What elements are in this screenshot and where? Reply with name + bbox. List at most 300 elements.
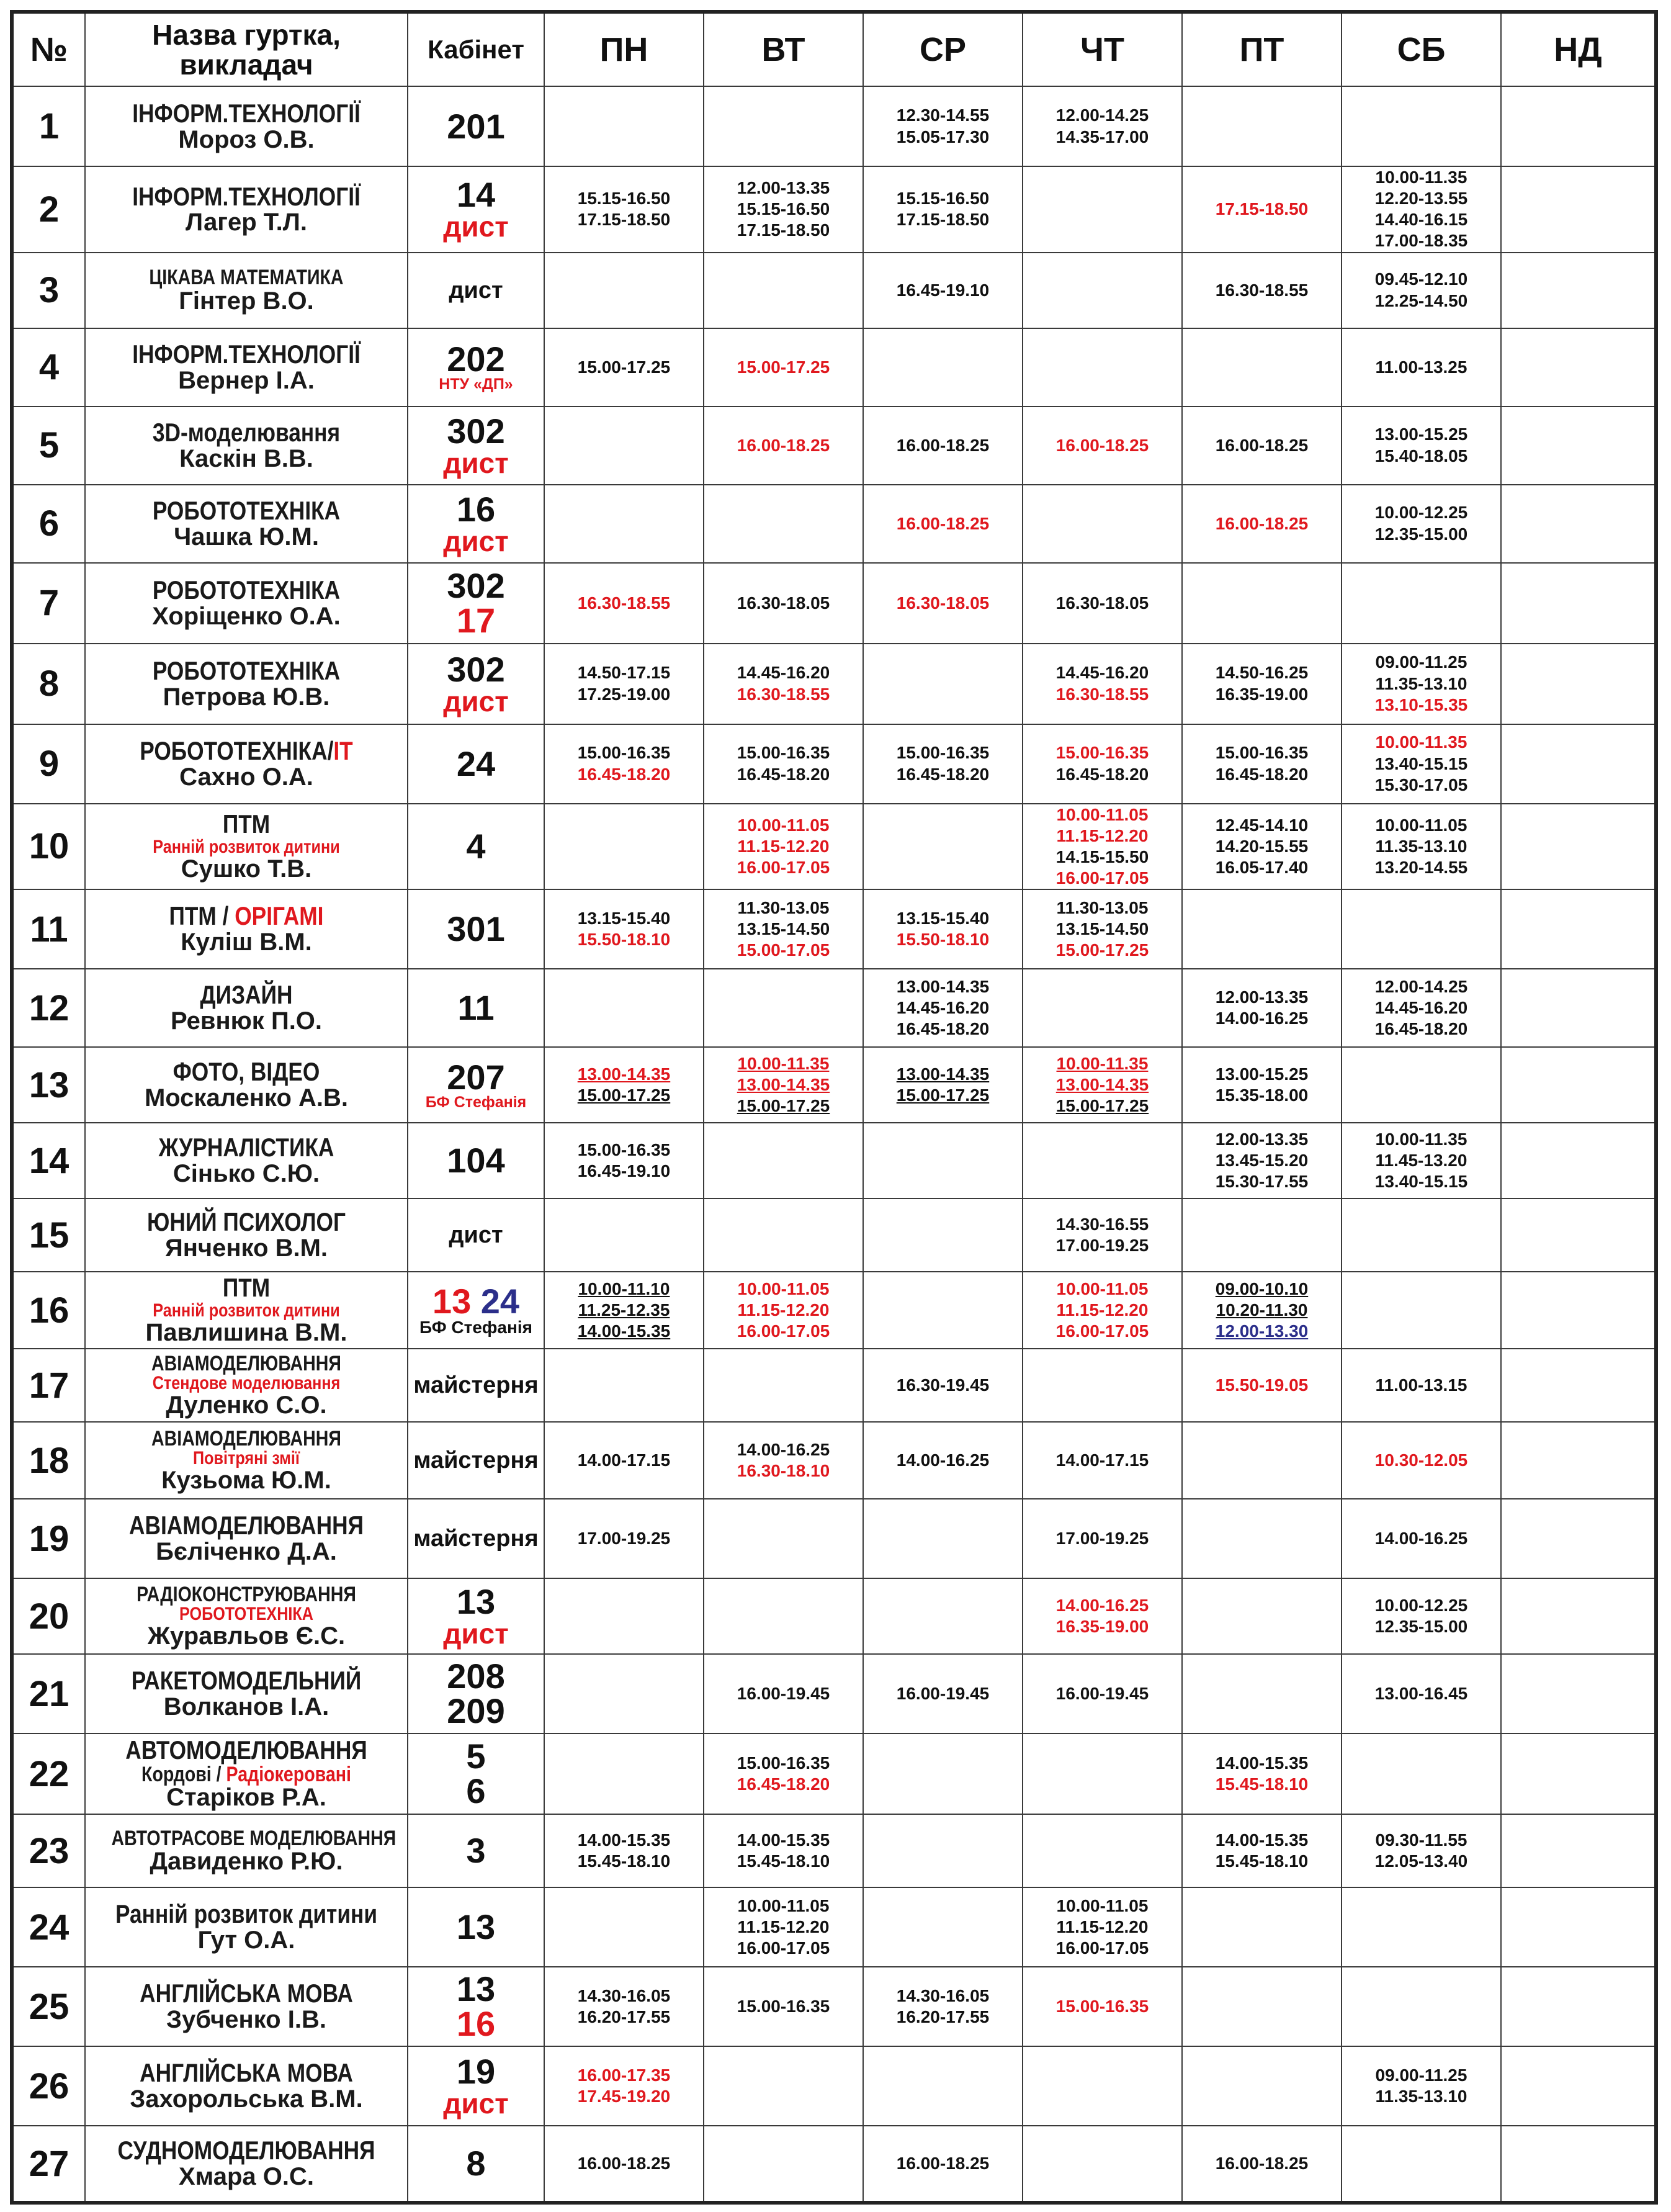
day-cell-wed: [863, 86, 1023, 166]
club-title-part: ПТМ: [222, 1273, 271, 1303]
club-title: [111, 1059, 381, 1086]
club-title-part: АВТОМОДЕЛЮВАННЯ: [125, 1735, 367, 1765]
time-slot: 16.45-18.20: [1374, 1019, 1468, 1039]
time-slot: 17.00-19.25: [1055, 1529, 1149, 1549]
table-row: [12, 1047, 1656, 1123]
club-title-part: РОБОТОТЕХНІКА: [152, 655, 341, 685]
room-cell: [408, 1814, 544, 1887]
day-cell-sat: [1342, 166, 1501, 253]
day-cell-sun: [1501, 644, 1656, 724]
table-row: [12, 485, 1656, 563]
time-slot: 17.15-18.50: [737, 220, 830, 240]
time-slot: 12.05-13.40: [1374, 1851, 1468, 1871]
day-cell-sun: [1501, 1422, 1656, 1499]
teacher-name: Гут О.А.: [197, 1927, 295, 1954]
time-slot: 16.00-18.25: [737, 435, 830, 455]
teacher-name: Захорольська В.М.: [130, 2085, 363, 2113]
time-slot: 10.00-11.05: [1056, 1279, 1149, 1299]
day-cell-tue: [704, 563, 863, 644]
day-cell-thu: [1023, 2126, 1182, 2203]
time-slot: 10.00-11.05: [1056, 1896, 1149, 1916]
header-club-line1: Назва гуртка,: [152, 19, 341, 51]
club-cell: [85, 1272, 408, 1349]
day-cell-thu: [1023, 724, 1182, 804]
club-subtitle-part: Кордові /: [141, 1763, 226, 1787]
day-cell-sun: [1501, 166, 1656, 253]
room-cell: [408, 2046, 544, 2126]
teacher-name: Павлишина В.М.: [145, 1319, 347, 1347]
day-cell-tue: [704, 1198, 863, 1272]
club-cell: [85, 1814, 408, 1887]
room-value: 3: [466, 1831, 486, 1871]
day-cell-fri: [1182, 1733, 1342, 1814]
day-cell-wed: [863, 1814, 1023, 1887]
time-slot: 13.00-14.35: [896, 1064, 990, 1084]
day-cell-wed: [863, 1499, 1023, 1578]
club-title: [111, 1980, 381, 2007]
club-title-part: АВТОТРАСОВЕ МОДЕЛЮВАННЯ: [111, 1826, 396, 1850]
day-cell-mon: [544, 86, 704, 166]
time-slot: 15.15-16.50: [896, 189, 990, 209]
time-slot: 16.00-18.25: [896, 513, 990, 533]
time-slot: 13.15-15.40: [577, 909, 671, 928]
row-number: 6: [12, 485, 85, 563]
row-number: 9: [12, 724, 85, 804]
room-value: БФ Стефанія: [419, 1318, 533, 1338]
room-value: дист: [443, 1617, 509, 1650]
time-slot: 09.00-11.25: [1375, 2066, 1467, 2085]
day-cell-sun: [1501, 485, 1656, 563]
header-club-line2: викладач: [179, 48, 313, 81]
time-slot: 16.45-18.20: [577, 764, 671, 784]
day-cell-sat: [1342, 1654, 1501, 1733]
room-cell: [408, 1654, 544, 1733]
room-value: дист: [443, 446, 509, 479]
row-number: 26: [12, 2046, 85, 2126]
time-slot: 16.00-18.25: [1055, 435, 1149, 455]
day-cell-thu: [1023, 86, 1182, 166]
teacher-name: Бєліченко Д.А.: [156, 1538, 337, 1566]
table-row: [12, 724, 1656, 804]
row-number: 8: [12, 644, 85, 724]
room-line: [408, 1284, 544, 1319]
club-cell: [85, 253, 408, 328]
day-cell-wed: [863, 407, 1023, 485]
club-title: [111, 341, 381, 368]
club-subtitle: РОБОТОТЕХНІКА: [179, 1604, 313, 1625]
time-slot: 16.00-18.25: [1215, 2154, 1309, 2174]
day-cell-mon: [544, 2126, 704, 2203]
time-slot: 09.30-11.55: [1375, 1830, 1467, 1850]
day-cell-wed: [863, 1123, 1023, 1198]
day-cell-fri: [1182, 1887, 1342, 1967]
day-cell-wed: [863, 1349, 1023, 1422]
time-slot: 17.15-18.50: [1215, 199, 1309, 219]
teacher-name: Сінько С.Ю.: [172, 1160, 320, 1188]
time-slot: 13.00-14.35: [577, 1064, 671, 1084]
day-cell-mon: [544, 1967, 704, 2046]
day-cell-sat: [1342, 1422, 1501, 1499]
time-slot: 11.15-12.20: [737, 1300, 830, 1320]
day-cell-sun: [1501, 1654, 1656, 1733]
club-subtitle: Повітряні змії: [193, 1448, 300, 1469]
club-title: [111, 2138, 381, 2164]
day-cell-fri: [1182, 724, 1342, 804]
teacher-name: Сахно О.А.: [179, 763, 313, 791]
time-slot: 16.00-18.25: [1215, 513, 1309, 533]
time-slot: 15.45-18.10: [1215, 1851, 1309, 1871]
day-cell-mon: [544, 166, 704, 253]
day-cell-fri: [1182, 563, 1342, 644]
time-slot: 15.50-19.05: [1215, 1375, 1309, 1395]
club-title: [111, 1209, 381, 1236]
time-slot: 11.25-12.35: [578, 1300, 670, 1320]
club-cell: [85, 889, 408, 969]
day-cell-wed: [863, 724, 1023, 804]
time-slot: 10.00-11.05: [737, 815, 830, 835]
time-slot: 14.00-15.35: [737, 1830, 830, 1850]
time-slot: 10.00-11.05: [1375, 815, 1467, 835]
room-value: дист: [449, 1222, 503, 1249]
club-title-part: ОРІГАМІ: [235, 901, 324, 931]
day-cell-fri: [1182, 1272, 1342, 1349]
row-number: 13: [12, 1047, 85, 1123]
time-slot: 16.00-17.35: [577, 2066, 671, 2085]
table-row: [12, 86, 1656, 166]
room-cell: [408, 1499, 544, 1578]
day-cell-tue: [704, 328, 863, 407]
day-cell-thu: [1023, 1887, 1182, 1967]
row-number: 10: [12, 804, 85, 890]
room-cell: [408, 1272, 544, 1349]
table-row: [12, 563, 1656, 644]
day-cell-tue: [704, 485, 863, 563]
time-slot: 13.15-14.50: [737, 919, 830, 939]
day-cell-fri: [1182, 86, 1342, 166]
day-cell-sat: [1342, 804, 1501, 890]
time-slot: 11.15-12.20: [1056, 1917, 1149, 1937]
time-slot: 11.15-12.20: [1056, 1300, 1149, 1320]
day-cell-mon: [544, 1814, 704, 1887]
room-value: майстерня: [413, 1372, 539, 1399]
time-slot: 14.40-16.15: [1374, 210, 1468, 230]
time-slot: 14.00-15.35: [1215, 1753, 1309, 1773]
time-slot: 16.00-19.45: [1055, 1684, 1149, 1704]
header-row: [12, 12, 1656, 86]
club-title: [111, 1901, 381, 1928]
time-slot: 15.00-17.25: [737, 357, 830, 377]
day-cell-thu: [1023, 1272, 1182, 1349]
club-cell: [85, 1422, 408, 1499]
room-cell: [408, 1967, 544, 2046]
time-slot: 15.00-17.25: [1055, 940, 1149, 960]
time-slot: 14.45-16.20: [1374, 998, 1468, 1018]
day-cell-sun: [1501, 1272, 1656, 1349]
day-cell-tue: [704, 804, 863, 890]
club-title-part: ІНФОРМ.ТЕХНОЛОГІЇ: [132, 98, 361, 128]
club-cell: [85, 407, 408, 485]
table-row: [12, 1578, 1656, 1654]
day-cell-tue: [704, 1272, 863, 1349]
row-number: 3: [12, 253, 85, 328]
header-day-wed: СР: [863, 12, 1023, 86]
time-slot: 14.00-16.25: [1215, 1009, 1309, 1028]
time-slot: 14.00-17.15: [1055, 1450, 1149, 1470]
day-cell-wed: [863, 253, 1023, 328]
time-slot: 11.30-13.05: [737, 898, 830, 918]
row-number: 19: [12, 1499, 85, 1578]
day-cell-sat: [1342, 644, 1501, 724]
row-number: 14: [12, 1123, 85, 1198]
day-cell-mon: [544, 644, 704, 724]
club-title-part: ІТ: [333, 735, 353, 765]
time-slot: 14.45-16.20: [737, 663, 830, 683]
room-cell: [408, 804, 544, 890]
day-cell-sun: [1501, 86, 1656, 166]
day-cell-mon: [544, 1272, 704, 1349]
time-slot: 10.00-12.25: [1374, 1596, 1468, 1616]
time-slot: 16.00-17.05: [1055, 1321, 1149, 1341]
time-slot: 12.35-15.00: [1374, 524, 1468, 544]
time-slot: 16.20-17.55: [896, 2007, 990, 2027]
time-slot: 12.00-13.35: [1215, 1130, 1309, 1149]
row-number: 24: [12, 1887, 85, 1967]
day-cell-sat: [1342, 2126, 1501, 2203]
day-cell-thu: [1023, 563, 1182, 644]
row-number: 25: [12, 1967, 85, 2046]
room-value: 24: [456, 744, 496, 783]
time-slot: 12.25-14.50: [1374, 290, 1468, 310]
day-cell-sun: [1501, 1198, 1656, 1272]
day-cell-mon: [544, 1654, 704, 1733]
row-number: 16: [12, 1272, 85, 1349]
time-slot: 16.45-18.20: [737, 764, 830, 784]
teacher-name: Петрова Ю.В.: [163, 683, 330, 711]
club-title-part: ПТМ: [222, 809, 271, 839]
time-slot: 15.40-18.05: [1374, 446, 1468, 465]
club-cell: [85, 644, 408, 724]
header-day-tue: ВТ: [704, 12, 863, 86]
day-cell-fri: [1182, 1578, 1342, 1654]
time-slot: 16.00-19.45: [737, 1684, 830, 1704]
header-day-thu: ЧТ: [1023, 12, 1182, 86]
day-cell-fri: [1182, 485, 1342, 563]
time-slot: 16.00-19.45: [896, 1684, 990, 1704]
day-cell-thu: [1023, 253, 1182, 328]
table-row: [12, 1814, 1656, 1887]
club-title-part: АНГЛІЙСЬКА МОВА: [140, 2058, 353, 2088]
header-day-mon: ПН: [544, 12, 704, 86]
time-slot: 10.00-11.35: [1056, 1054, 1149, 1074]
time-slot: 11.15-12.20: [1056, 825, 1149, 845]
row-number: 27: [12, 2126, 85, 2203]
day-cell-sat: [1342, 1272, 1501, 1349]
day-cell-tue: [704, 1814, 863, 1887]
room-cell: [408, 1198, 544, 1272]
time-slot: 15.30-17.05: [1374, 775, 1468, 794]
room-value: дист: [443, 685, 509, 717]
day-cell-tue: [704, 253, 863, 328]
room-value: 202: [447, 339, 505, 379]
time-slot: 17.45-19.20: [577, 2087, 671, 2106]
club-title: [111, 417, 381, 447]
club-title: [111, 1275, 381, 1302]
time-slot: 15.00-16.35: [737, 743, 830, 763]
day-cell-fri: [1182, 1349, 1342, 1422]
time-slot: 16.45-18.20: [1055, 764, 1149, 784]
time-slot: 15.00-17.25: [577, 1086, 671, 1105]
day-cell-fri: [1182, 889, 1342, 969]
time-slot: 15.00-16.35: [1055, 1997, 1149, 2016]
room-value: 14: [456, 175, 496, 215]
day-cell-thu: [1023, 1654, 1182, 1733]
time-slot: 15.00-17.25: [896, 1086, 990, 1105]
time-slot: 17.00-18.35: [1374, 231, 1468, 251]
table-row: [12, 2046, 1656, 2126]
room-value: 16: [456, 489, 496, 529]
day-cell-tue: [704, 1499, 863, 1578]
club-title-part: 3D-моделювання: [152, 417, 341, 447]
club-title-part: ДИЗАЙН: [200, 980, 293, 1010]
day-cell-fri: [1182, 1123, 1342, 1198]
time-slot: 13.00-16.45: [1374, 1684, 1468, 1704]
day-cell-mon: [544, 1198, 704, 1272]
day-cell-mon: [544, 1349, 704, 1422]
club-cell: [85, 328, 408, 407]
day-cell-fri: [1182, 644, 1342, 724]
room-value: 13: [456, 1582, 496, 1622]
time-slot: 15.00-16.35: [737, 1997, 830, 2016]
day-cell-tue: [704, 166, 863, 253]
day-cell-fri: [1182, 407, 1342, 485]
time-slot: 14.45-16.20: [896, 998, 990, 1018]
time-slot: 13.20-14.55: [1374, 858, 1468, 878]
time-slot: 15.00-17.25: [577, 357, 671, 377]
day-cell-tue: [704, 1654, 863, 1733]
time-slot: 13.00-14.35: [896, 977, 990, 997]
day-cell-thu: [1023, 485, 1182, 563]
teacher-name: Волканов І.А.: [163, 1693, 329, 1721]
time-slot: 09.45-12.10: [1374, 269, 1468, 289]
room-value: 201: [447, 106, 505, 146]
day-cell-thu: [1023, 328, 1182, 407]
room-value: 19: [456, 2052, 496, 2092]
time-slot: 14.30-16.05: [896, 1986, 990, 2006]
row-number: 7: [12, 563, 85, 644]
time-slot: 12.00-13.35: [737, 178, 830, 198]
club-title-part: Ранній розвиток дитини: [115, 1899, 378, 1929]
header-number: №: [12, 12, 85, 86]
time-slot: 12.00-14.25: [1374, 977, 1468, 997]
day-cell-sun: [1501, 1814, 1656, 1887]
club-title-part: РАКЕТОМОДЕЛЬНИЙ: [131, 1666, 362, 1696]
day-cell-fri: [1182, 2046, 1342, 2126]
table-row: [12, 166, 1656, 253]
day-cell-wed: [863, 1733, 1023, 1814]
day-cell-sat: [1342, 1733, 1501, 1814]
time-slot: 09.00-10.10: [1215, 1279, 1309, 1299]
club-title: [111, 1737, 381, 1764]
day-cell-sat: [1342, 1198, 1501, 1272]
day-cell-mon: [544, 1733, 704, 1814]
teacher-name: Хмара О.С.: [178, 2163, 314, 2191]
day-cell-fri: [1182, 1047, 1342, 1123]
header-day-sat: СБ: [1342, 12, 1501, 86]
time-slot: 16.30-18.55: [577, 593, 671, 613]
day-cell-tue: [704, 1887, 863, 1967]
time-slot: 16.00-18.25: [896, 435, 990, 455]
club-cell: [85, 1499, 408, 1578]
club-title: [111, 811, 381, 838]
time-slot: 16.35-19.00: [1215, 684, 1309, 704]
table-row: [12, 2126, 1656, 2203]
time-slot: 13.15-15.40: [896, 909, 990, 928]
time-slot: 10.00-11.05: [737, 1279, 830, 1299]
time-slot: 14.20-15.55: [1215, 836, 1309, 856]
time-slot: 13.45-15.20: [1215, 1151, 1309, 1171]
club-title-part: РАДІОКОНСТРУЮВАННЯ: [137, 1582, 356, 1606]
time-slot: 15.30-17.55: [1215, 1172, 1309, 1192]
time-slot: 15.35-18.00: [1215, 1086, 1309, 1105]
time-slot: 11.00-13.15: [1375, 1375, 1467, 1395]
teacher-name: Гінтер В.О.: [179, 287, 314, 315]
time-slot: 16.30-18.05: [896, 593, 990, 613]
day-cell-sun: [1501, 328, 1656, 407]
time-slot: 13.40-15.15: [1374, 753, 1468, 773]
teacher-name: Дуленко С.О.: [166, 1391, 327, 1419]
day-cell-thu: [1023, 1967, 1182, 2046]
day-cell-mon: [544, 328, 704, 407]
row-number: 20: [12, 1578, 85, 1654]
time-slot: 13.15-14.50: [1055, 919, 1149, 939]
teacher-name: Журавльов Є.С.: [147, 1622, 346, 1650]
table-row: [12, 644, 1656, 724]
time-slot: 17.25-19.00: [577, 684, 671, 704]
day-cell-sat: [1342, 563, 1501, 644]
time-slot: 16.45-19.10: [896, 280, 990, 300]
time-slot: 12.20-13.55: [1374, 189, 1468, 209]
header-room: Кабінет: [408, 12, 544, 86]
row-number: 11: [12, 889, 85, 969]
time-slot: 10.30-12.05: [1374, 1450, 1468, 1470]
club-cell: [85, 1887, 408, 1967]
row-number: 23: [12, 1814, 85, 1887]
room-cell: [408, 1733, 544, 1814]
header-club-name: [85, 12, 408, 86]
day-cell-mon: [544, 407, 704, 485]
day-cell-sun: [1501, 407, 1656, 485]
club-title: [111, 903, 381, 930]
time-slot: 16.00-18.25: [577, 2154, 671, 2174]
room-value: 13: [456, 1969, 496, 2009]
time-slot: 15.15-16.50: [737, 199, 830, 219]
table-row: [12, 1422, 1656, 1499]
day-cell-fri: [1182, 1654, 1342, 1733]
day-cell-thu: [1023, 2046, 1182, 2126]
day-cell-thu: [1023, 1123, 1182, 1198]
day-cell-wed: [863, 1422, 1023, 1499]
time-slot: 09.00-11.25: [1375, 652, 1467, 672]
day-cell-mon: [544, 724, 704, 804]
time-slot: 14.00-16.25: [1055, 1596, 1149, 1616]
room-value: дист: [443, 524, 509, 557]
room-value: 208: [447, 1657, 505, 1696]
room-value: 13: [456, 1907, 496, 1947]
time-slot: 14.35-17.00: [1055, 127, 1149, 146]
day-cell-sat: [1342, 1967, 1501, 2046]
teacher-name: Янченко В.М.: [164, 1234, 328, 1262]
room-value: 302: [447, 565, 505, 605]
